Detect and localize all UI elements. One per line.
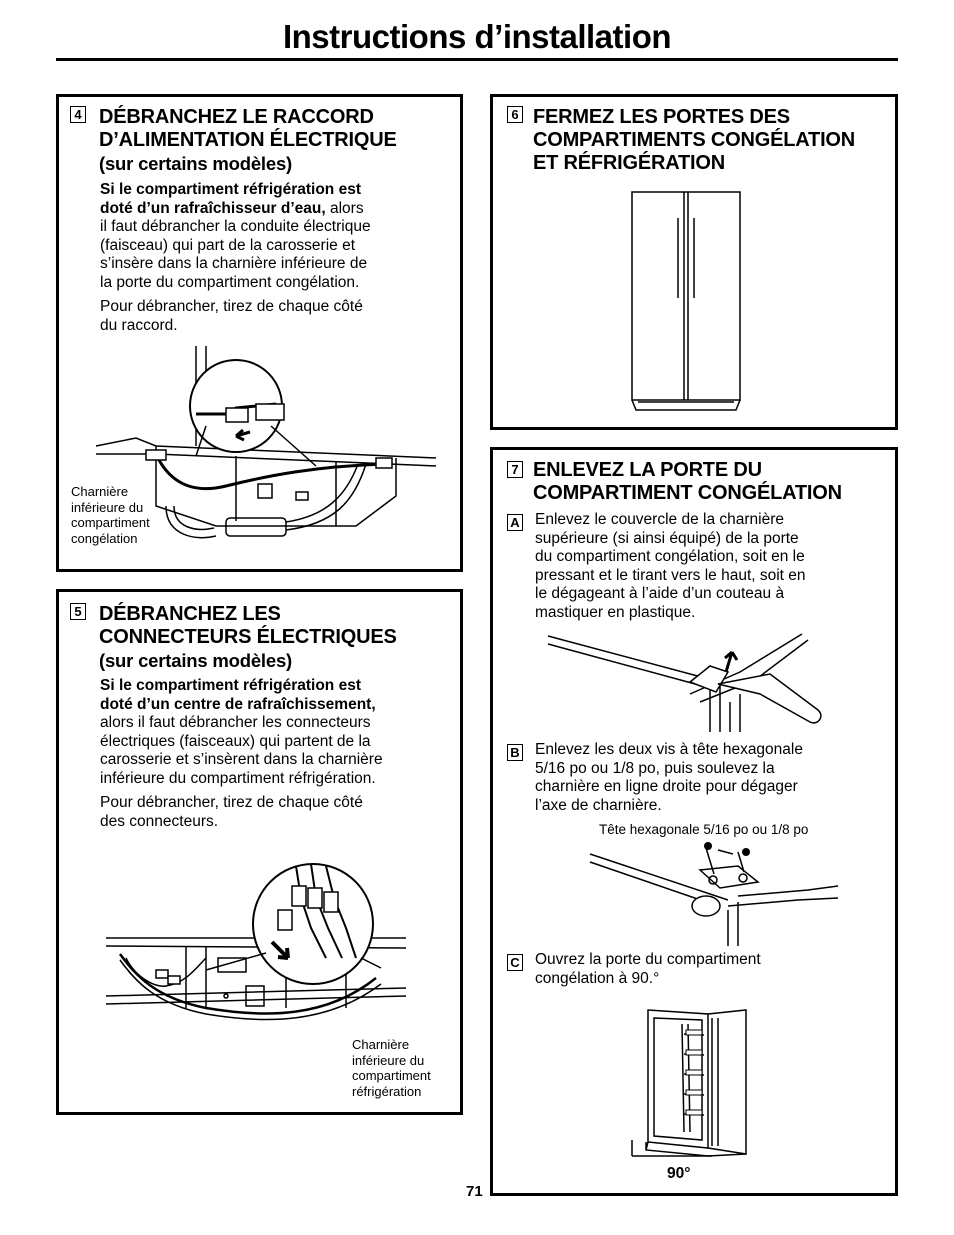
- step-5-number: 5: [70, 603, 86, 620]
- step-4-paragraph-1: [100, 181, 371, 292]
- step-6-heading: [533, 106, 855, 175]
- step-5-bold-line-2: doté d’un centre de rafraîchissement,: [100, 695, 376, 713]
- step-6-heading-line-3: ET RÉFRIGÉRATION: [533, 152, 725, 174]
- hex-screw-caption: Tête hexagonale 5/16 po ou 1/8 po: [599, 822, 809, 837]
- caption-line: inférieure du: [352, 1052, 425, 1068]
- substep-a-line: le dégageant à l’aide d’un couteau à: [535, 585, 785, 602]
- step-5-line: inférieure du compartiment réfrigération.: [100, 769, 376, 787]
- freezer-hinge-connector-illustration: [96, 346, 436, 546]
- step-5-heading-line-1: DÉBRANCHEZ LES: [99, 603, 281, 625]
- substep-b-line: charnière en ligne droite pour dégager: [535, 778, 798, 795]
- substep-b-text: [535, 741, 803, 815]
- substep-c-letter: C: [507, 954, 523, 971]
- step-5-line: électriques (faisceaux) qui partent de la: [100, 732, 371, 750]
- substep-a-line: du compartiment congélation, soit en le: [535, 548, 805, 565]
- caption-line: inférieure du: [71, 499, 144, 515]
- substep-c-text: [535, 951, 761, 988]
- step-6-number: 6: [507, 106, 523, 123]
- step-4-line: Pour débrancher, tirez de chaque côté: [100, 298, 363, 315]
- step-5-paragraph-1: [100, 677, 383, 788]
- substep-c-line: congélation à 90.°: [535, 969, 660, 987]
- caption-line: Charnière: [71, 484, 129, 499]
- step-5-line: carosserie et s’insèrent dans la charnière: [100, 751, 383, 768]
- hinge-screws-illustration: [588, 840, 838, 950]
- step-4-line: (faisceau) qui part de la carosserie et: [100, 236, 356, 254]
- step-5-paragraph-2: [100, 794, 363, 831]
- open-freezer-door-illustration: [628, 1008, 768, 1166]
- step-4-line: s’insère dans la charnière inférieure de: [100, 255, 368, 272]
- step-4-bold-tail: alors: [325, 199, 364, 217]
- page-title: Instructions d’installation: [282, 18, 672, 55]
- step-4-subheading: (sur certains modèles): [99, 153, 293, 174]
- substep-c-line: Ouvrez la porte du compartiment: [535, 951, 761, 968]
- step-5-bold-line-1: Si le compartiment réfrigération est: [100, 677, 361, 694]
- step-4-line: il faut débrancher la conduite électrique: [100, 218, 371, 235]
- substep-a-line: mastiquer en plastique.: [535, 603, 696, 621]
- step-4-line: la porte du compartiment congélation.: [100, 273, 360, 291]
- step-4-heading-line-1: DÉBRANCHEZ LE RACCORD: [99, 106, 374, 128]
- step-5-line: Pour débrancher, tirez de chaque côté: [100, 794, 363, 811]
- caption-line: compartiment: [352, 1068, 431, 1083]
- angle-label: 90°: [667, 1165, 691, 1182]
- step-7-number: 7: [507, 461, 523, 478]
- step-4-bold-line-2: doté d’un rafraîchisseur d’eau,: [100, 199, 326, 217]
- step-5-line: des connecteurs.: [100, 812, 219, 830]
- caption-line: réfrigération: [352, 1083, 422, 1099]
- step-4-line: du raccord.: [100, 316, 178, 334]
- step-6-heading-line-1: FERMEZ LES PORTES DES: [533, 106, 790, 128]
- title-rule: [56, 58, 898, 61]
- page-number: 71: [466, 1183, 483, 1200]
- substep-b-letter: B: [507, 744, 523, 761]
- substep-a-line: pressant et le tirant vers le haut, soit en: [535, 566, 806, 584]
- step-7-heading-line-2: COMPARTIMENT CONGÉLATION: [533, 482, 842, 504]
- substep-b-line: 5/16 po ou 1/8 po, puis soulevez la: [535, 759, 775, 777]
- refrigerator-hinge-connectors-illustration: [106, 858, 406, 1038]
- step-4-heading: [99, 106, 397, 175]
- step-5-heading-line-2: CONNECTEURS ÉLECTRIQUES: [99, 626, 397, 648]
- step-5-caption: [352, 1037, 431, 1099]
- closed-refrigerator-illustration: [626, 188, 746, 414]
- step-7-heading: [533, 459, 842, 505]
- step-5-line: alors il faut débrancher les connecteurs: [100, 714, 371, 731]
- substep-a-letter: A: [507, 514, 523, 531]
- substep-b-line: Enlevez les deux vis à tête hexagonale: [535, 741, 803, 758]
- step-4-paragraph-2: [100, 298, 363, 335]
- step-7-heading-line-1: ENLEVEZ LA PORTE DU: [533, 459, 762, 481]
- step-4-heading-line-2: D’ALIMENTATION ÉLECTRIQUE: [99, 129, 397, 151]
- substep-b-line: l’axe de charnière.: [535, 796, 662, 814]
- hinge-cover-removal-illustration: [540, 632, 840, 734]
- substep-a-line: supérieure (si ainsi équipé) de la porte: [535, 529, 799, 547]
- caption-line: Charnière: [352, 1037, 410, 1052]
- step-4-bold-line-1: Si le compartiment réfrigération est: [100, 181, 361, 198]
- caption-line: compartiment: [71, 515, 150, 530]
- substep-a-line: Enlevez le couvercle de la charnière: [535, 511, 784, 528]
- step-4-number: 4: [70, 106, 86, 123]
- substep-a-text: [535, 511, 806, 622]
- step-5-heading: [99, 603, 397, 672]
- step-5-subheading: (sur certains modèles): [99, 650, 293, 671]
- caption-line: congélation: [71, 530, 138, 546]
- step-6-heading-line-2: COMPARTIMENTS CONGÉLATION: [533, 129, 856, 151]
